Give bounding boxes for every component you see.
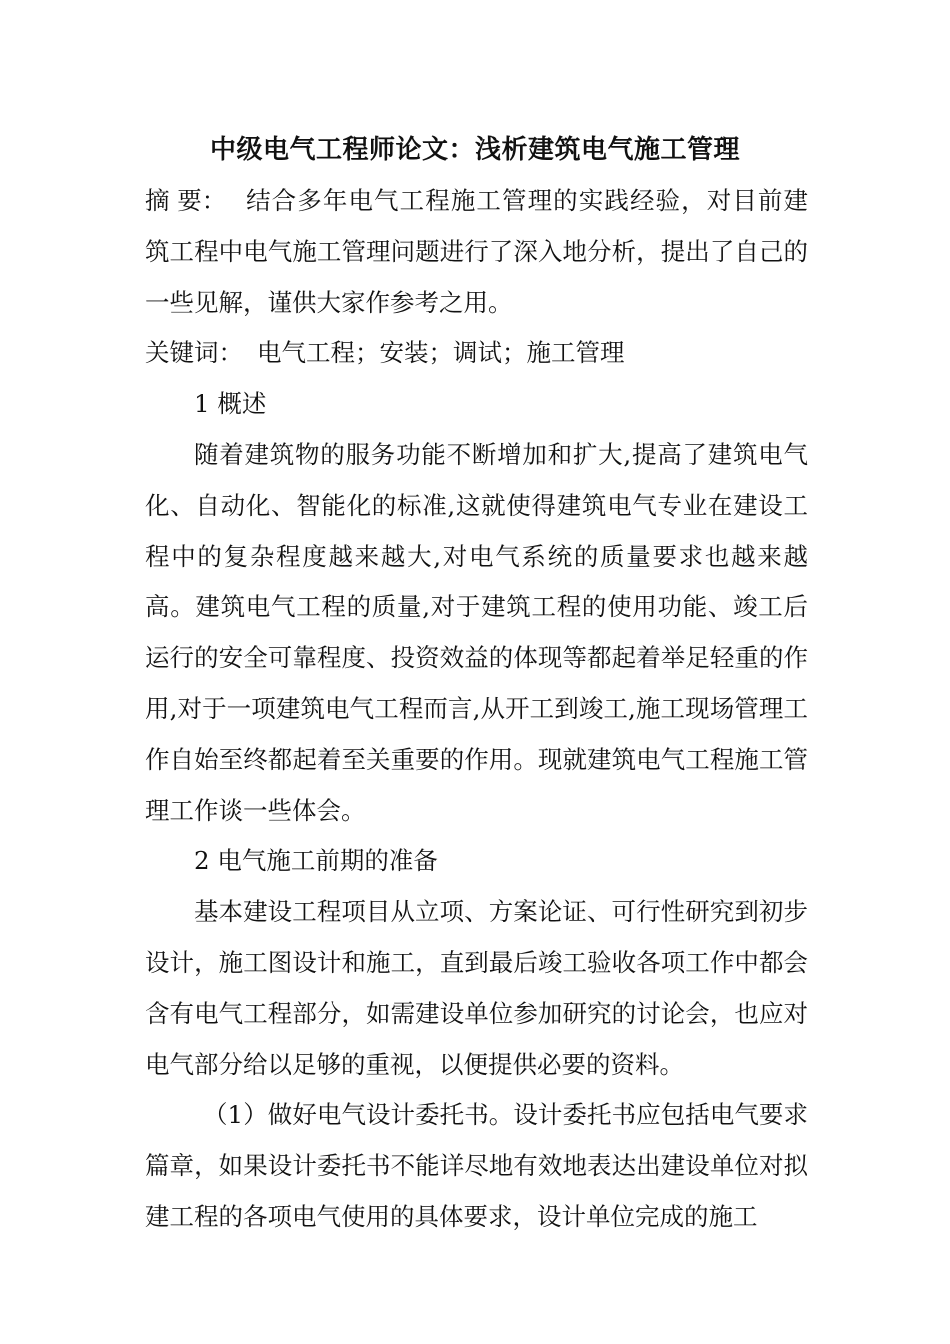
- abstract-label: 摘 要：: [145, 186, 227, 215]
- keywords-paragraph: [145, 328, 808, 379]
- abstract-text: 结合多年电气工程施工管理的实践经验，对目前建筑工程中电气施工管理问题进行了深入地分析，提出了自己的一些见解，谨供大家作参考之用。: [145, 186, 808, 317]
- section-1-heading: 1 概述: [194, 389, 267, 419]
- document-body: [145, 176, 808, 1243]
- document-title: 中级电气工程师论文：浅析建筑电气施工管理: [209, 135, 740, 165]
- item-1-paragraph: （1）做好电气设计委托书。设计委托书应包括电气要求篇章，如果设计委托书不能详尽地有效地表达出建设单位对拟建工程的各项电气使用的具体要求，设计单位完成的施工: [145, 1100, 808, 1231]
- keywords-text: 电气工程；安装；调试；施工管理: [257, 338, 625, 368]
- abstract-paragraph: [145, 176, 808, 328]
- keywords-label: 关键词：: [145, 338, 243, 368]
- section-1-paragraph: 随着建筑物的服务功能不断增加和扩大,提高了建筑电气化、自动化、智能化的标准,这就使得建筑电气专业在建设工程中的复杂程度越来越大,对电气系统的质量要求也越来越高。建筑电气工程的质量,对于建筑工程的使用功能、竣工后运行的安全可靠程度、投资效益的体现等都起着举足轻重的作用,对于一项建筑电气工程而言,从开工到竣工,施工现场管理工作自始至终都起着至关重要的作用。现就建筑电气工程施工管理工作谈一些体会。: [145, 439, 808, 825]
- section-2-paragraph: 基本建设工程项目从立项、方案论证、可行性研究到初步设计，施工图设计和施工，直到最后竣工验收各项工作中都会含有电气工程部分，如需建设单位参加研究的讨论会，也应对电气部分给以足够的重视，以便提供必要的资料。: [145, 897, 808, 1079]
- section-2-heading: 2 电气施工前期的准备: [194, 846, 438, 876]
